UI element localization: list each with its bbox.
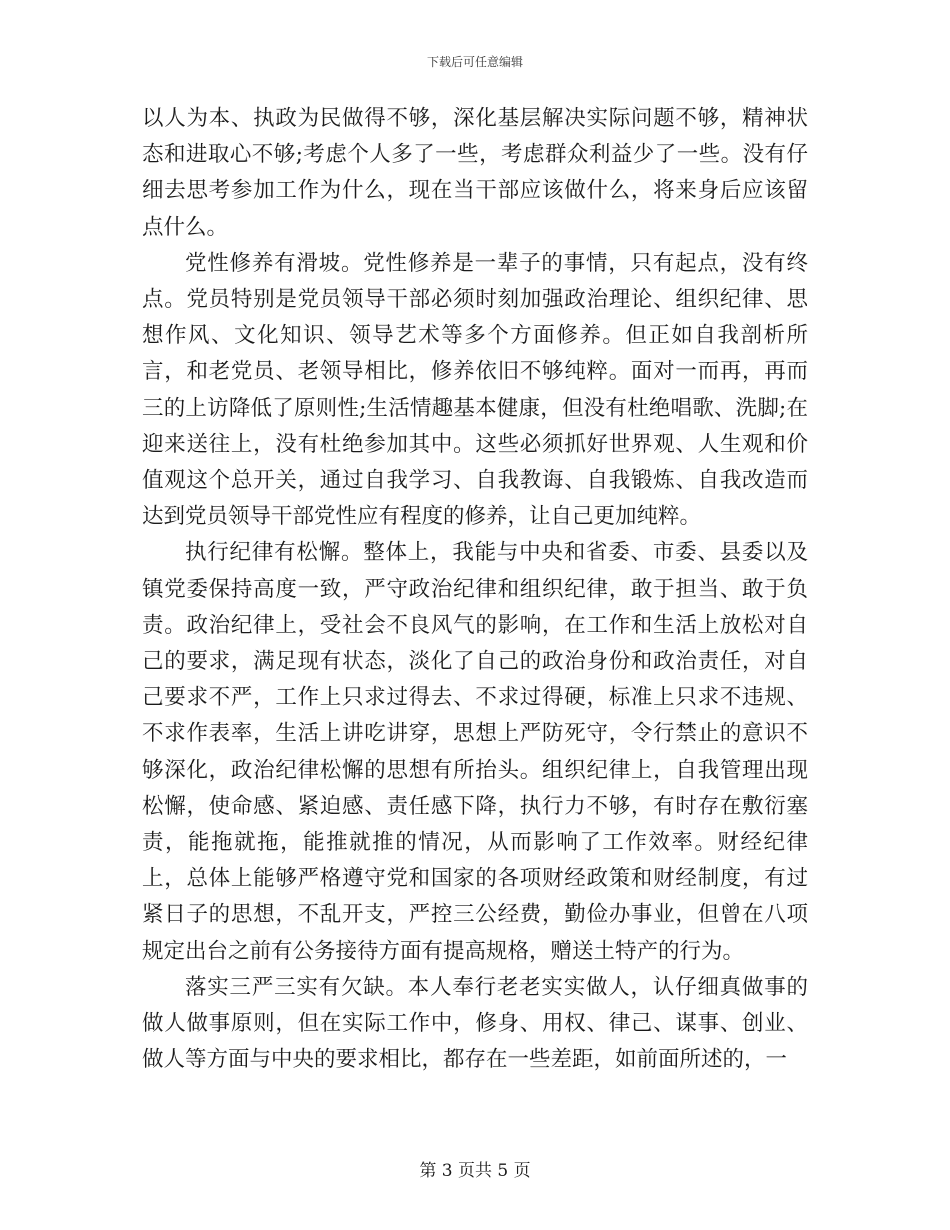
- page-number-footer: 第 3 页共 5 页: [419, 1161, 531, 1181]
- paragraph-discipline: 执行纪律有松懈。整体上，我能与中央和省委、市委、县委以及镇党委保持高度一致，严守政治纪律和组织纪律，敢于担当、敢于负责。政治纪律上，受社会不良风气的影响，在工作和生活上放松对自己的要求，满足现有状态，淡化了自己的政治身份和政治责任，对自己要求不严，工作上只求过得去、不求过得硬，标准上只求不违规、不求作表率，生活上讲吃讲穿，思想上严防死守，令行禁止的意识不够深化，政治纪律松懈的思想有所抬头。组织纪律上，自我管理出现松懈，使命感、紧迫感、责任感下降，执行力不够，有时存在敷衍塞责，能拖就拖，能推就推的情况，从而影响了工作效率。财经纪律上，总体上能够严格遵守党和国家的各项财经政策和财经制度，有过紧日子的思想，不乱开支，严控三公经费，勤俭办事业，但曾在八项规定出台之前有公务接待方面有提高规格，赠送土特产的行为。: [142, 540, 808, 964]
- page-header: 下载后可任意编辑: [426, 55, 523, 69]
- paragraph-party-cultivation: 党性修养有滑坡。党性修养是一辈子的事情，只有起点，没有终点。党员特别是党员领导干部必须时刻加强政治理论、组织纪律、思想作风、文化知识、领导艺术等多个方面修养。但正如自我剖析所言，和老党员、老领导相比，修养依旧不够纯粹。面对一而再，再而三的上访降低了原则性;生活情趣基本健康，但没有杜绝唱歌、洗脚;在迎来送往上，没有杜绝参加其中。这些必须抓好世界观、人生观和价值观这个总开关，通过自我学习、自我教诲、自我锻炼、自我改造而达到党员领导干部党性应有程度的修养，让自己更加纯粹。: [142, 250, 808, 530]
- document-body: [142, 101, 808, 1078]
- paragraph-continuation: 以人为本、执政为民做得不够，深化基层解决实际问题不够，精神状态和进取心不够;考虑个人多了一些，考虑群众利益少了一些。没有仔细去思考参加工作为什么，现在当干部应该做什么，将来身后应该留点什么。: [142, 106, 808, 240]
- paragraph-three-stricts: 落实三严三实有欠缺。本人奉行老老实实做人，认仔细真做事的做人做事原则，但在实际工作中，修身、用权、律己、谋事、创业、做人等方面与中央的要求相比，都存在一些差距，如前面所述的，一: [142, 974, 808, 1073]
